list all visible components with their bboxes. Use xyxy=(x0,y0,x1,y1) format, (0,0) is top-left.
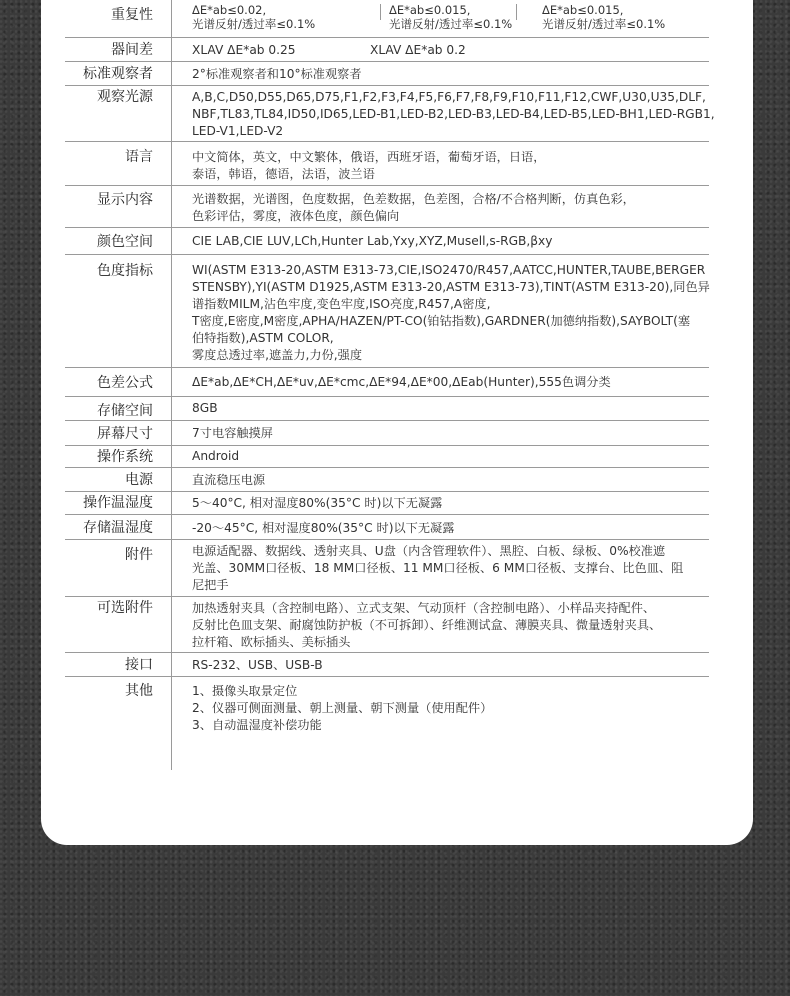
row-accessories xyxy=(41,540,753,597)
row-label: 电源 xyxy=(125,472,153,488)
row-language xyxy=(41,142,753,186)
row-label: 器间差 xyxy=(111,42,153,58)
row-value: Android xyxy=(192,449,240,463)
row-value: 加热透射夹具（含控制电路）、立式支架、气动顶杆（含控制电路）、小样品夹持配件、 反射比色皿支架、耐腐蚀防护板（不可拆卸）、纤维测试盒、薄膜夹具、微量透射夹具、 拉杆箱、欧标插头、美标插头 xyxy=(192,601,662,649)
spec-card xyxy=(41,0,753,845)
row-value: 8GB xyxy=(192,401,218,415)
row-value: RS-232、USB、USB-B xyxy=(192,658,323,672)
row-value: 2°标准观察者和10°标准观察者 xyxy=(192,67,362,81)
row-label: 色差公式 xyxy=(97,375,153,391)
repeat-col-1: ΔE*ab≤0.02, 光谱反射/透过率≤0.1% xyxy=(192,3,316,31)
row-value: 直流稳压电源 xyxy=(192,473,266,487)
row-illuminant xyxy=(41,86,753,142)
row-label: 观察光源 xyxy=(97,89,153,105)
repeat-col-3: ΔE*ab≤0.015, 光谱反射/透过率≤0.1% xyxy=(542,3,666,31)
row-label: 可选附件 xyxy=(97,600,153,616)
row-store-temp xyxy=(41,515,753,540)
row-value: XLAV ΔE*ab 0.2 xyxy=(370,43,466,57)
row-label: 重复性 xyxy=(111,7,153,23)
row-value: 5～40°C, 相对湿度80%(35°C 时)以下无凝露 xyxy=(192,496,443,510)
row-label: 存储温湿度 xyxy=(83,520,153,536)
repeat-col-2: ΔE*ab≤0.015, 光谱反射/透过率≤0.1% xyxy=(389,3,513,31)
col-tick xyxy=(516,4,517,20)
row-other xyxy=(41,677,753,747)
row-op-temp xyxy=(41,492,753,515)
row-inter-instrument xyxy=(41,38,753,62)
row-repeatability xyxy=(41,0,753,38)
row-os xyxy=(41,446,753,468)
row-value: A,B,C,D50,D55,D65,D75,F1,F2,F3,F4,F5,F6,F7,F8,F9,F10,F11,F12,CWF,U30,U35,DLF, NBF,TL83,TL84,ID50,ID65,LED-B1,LED-B2,LED-B3,LED-B4,LED-B5,LED-BH1,LED-RGB1, LED-V1,LED-V2 xyxy=(192,90,715,138)
row-value: 电源适配器、数据线、透射夹具、U盘（内含管理软件）、黑腔、白板、绿板、0%校准遮 光盖、30MM口径板、18 MM口径板、11 MM口径板、6 MM口径板、支撑台、比色皿、阻 尼把手 xyxy=(192,544,684,592)
row-label: 显示内容 xyxy=(97,192,153,208)
row-display xyxy=(41,186,753,228)
row-value: -20～45°C, 相对湿度80%(35°C 时)以下无凝露 xyxy=(192,521,455,535)
row-label: 标准观察者 xyxy=(83,66,153,82)
row-storage xyxy=(41,397,753,421)
row-label: 接口 xyxy=(125,657,153,673)
row-value: 1、摄像头取景定位 2、仪器可侧面测量、朝上测量、朝下测量（使用配件） 3、自动温湿度补偿功能 xyxy=(192,684,493,732)
row-screen xyxy=(41,421,753,446)
row-observer xyxy=(41,62,753,86)
row-value: 7寸电容触摸屏 xyxy=(192,426,273,440)
row-color-space xyxy=(41,228,753,255)
row-indices xyxy=(41,255,753,368)
row-optional xyxy=(41,597,753,653)
row-value: WI(ASTM E313-20,ASTM E313-73,CIE,ISO2470/R457,AATCC,HUNTER,TAUBE,BERGER STENSBY),YI(ASTM D1925,ASTM E313-20,ASTM E313-73),TINT(ASTM E313-20),同色异 谱指数MILM,沾色牢度,变色牢度,ISO亮度,R457,A密度, T密度,E密度,M密度,APHA/HAZEN/PT-CO(铂钴指数),GARDNER(加德纳指数),SAYBOLT(塞 伯特指数),ASTM COLOR, 雾度总透过率,遮盖力,力份,强度 xyxy=(192,263,710,362)
row-value: ΔE*ab,ΔE*CH,ΔE*uv,ΔE*cmc,ΔE*94,ΔE*00,ΔEab(Hunter),555色调分类 xyxy=(192,375,611,389)
row-value: CIE LAB,CIE LUV,LCh,Hunter Lab,Yxy,XYZ,Musell,s-RGB,βxy xyxy=(192,234,553,248)
row-label: 附件 xyxy=(125,547,153,563)
row-label: 颜色空间 xyxy=(97,234,153,250)
row-value: 中文简体，英文，中文繁体，俄语，西班牙语，葡萄牙语，日语， 泰语，韩语，德语，法语，波兰语 xyxy=(192,150,546,181)
col-tick xyxy=(380,4,381,20)
row-label: 操作温湿度 xyxy=(83,495,153,511)
row-label: 存储空间 xyxy=(97,403,153,419)
row-label: 其他 xyxy=(125,683,153,699)
row-value: XLAV ΔE*ab 0.25 xyxy=(192,43,296,57)
row-label: 色度指标 xyxy=(97,263,153,279)
row-value: 光谱数据，光谱图，色度数据，色差数据，色差图，合格/不合格判断，仿真色彩， 色彩评估，雾度，液体色度，颜色偏向 xyxy=(192,192,635,223)
row-label: 操作系统 xyxy=(97,449,153,465)
row-power xyxy=(41,468,753,492)
row-diff-formula xyxy=(41,368,753,397)
row-label: 屏幕尺寸 xyxy=(97,426,153,442)
row-interface xyxy=(41,653,753,677)
row-label: 语言 xyxy=(125,149,153,165)
